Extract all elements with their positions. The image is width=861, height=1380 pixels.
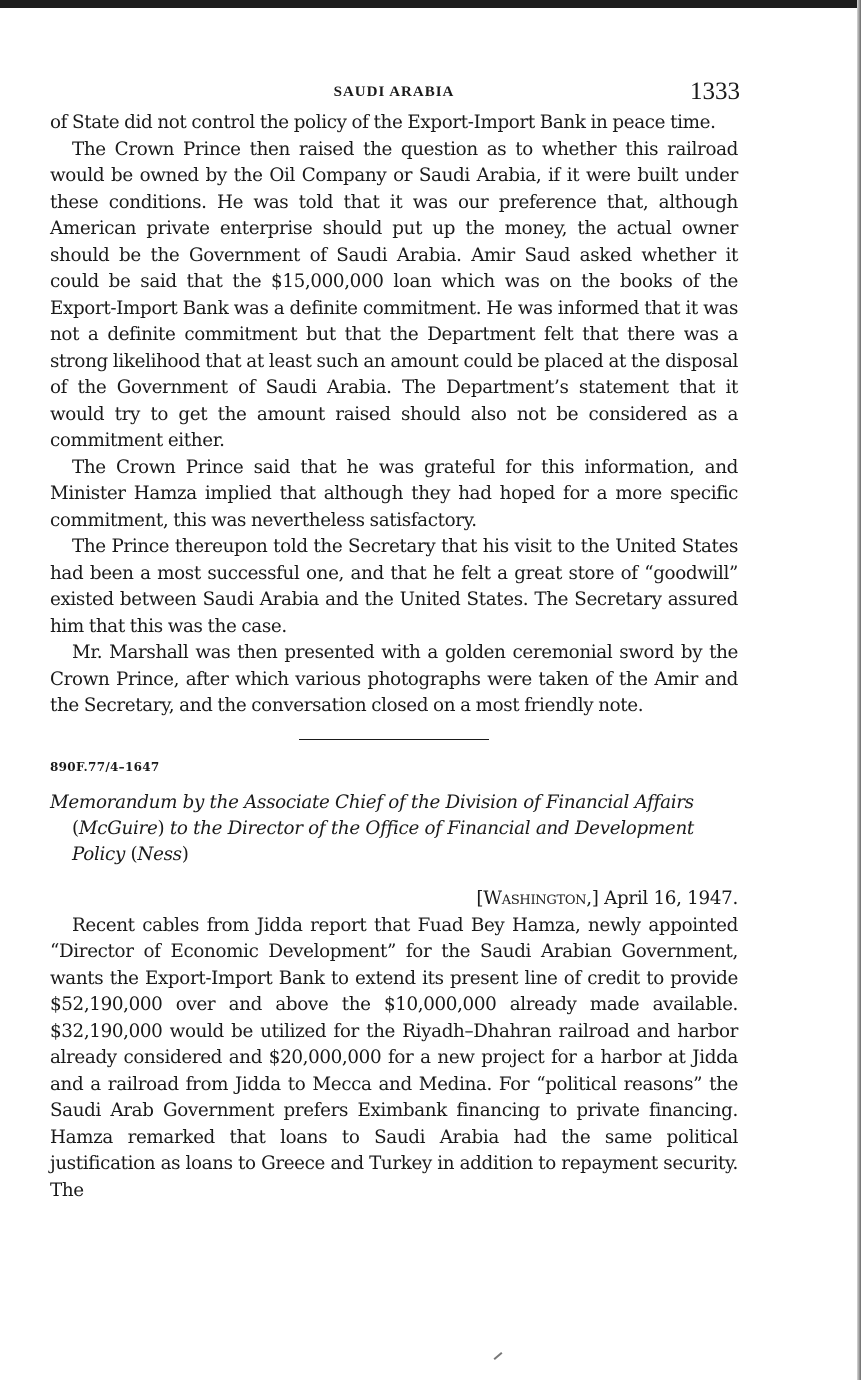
section-divider [299, 739, 489, 740]
paragraph-continuation: of State did not control the policy of the Export-Import Bank in peace time. [50, 112, 716, 133]
paragraph-crown-prince-grateful: The Crown Prince said that he was grateful for this information, and Minister Hamza implied that although they had hoped for a more specific commitment, this was nevertheless satisfactory. [50, 456, 738, 531]
paragraph-jidda-cables: Recent cables from Jidda report that Fuad Bey Hamza, newly appointed “Director of Economic Development” for the Saudi Arabian Government, wants the Export-Import Bank to extend its present line of credit to provide $52,190,000 over and above the $10,000,000 already made available. $32,190,000 would be utilized for the Riyadh–Dhahran railroad and harbor already considered and $20,000,000 for a new project for a harbor at Jidda and a railroad from Jidda to Mecca and Medina. For “political reasons” the Saudi Arab Government prefers Eximbank financing to private financing. Hamza remarked that loans to Saudi Arabia had the same political justification as loans to Greece and Turkey in addition to repayment security. The [50, 914, 738, 1201]
memo-heading-paren-open-1: ( [72, 817, 79, 839]
memo-heading [50, 790, 738, 868]
page-number: 1333 [690, 78, 740, 105]
memo-heading-name-1: McGuire [78, 817, 158, 839]
memo-heading-name-2: Ness [137, 843, 182, 865]
memo-heading-part2: to the Director of the Office of Financial and Development Policy [72, 817, 694, 865]
document-reference: 890F.77/4–1647 [50, 759, 160, 774]
memo-heading-paren-close-2: ) [181, 843, 189, 865]
page-right-edge [857, 0, 861, 1380]
running-header [50, 78, 738, 110]
dateline [50, 888, 738, 909]
continued-section [50, 110, 738, 720]
paragraph-railroad-ownership: The Crown Prince then raised the question as to whether this railroad would be owned by the Oil Company or Saudi Arabia, if it were built under these conditions. He was told that it was our preference that, although American private enterprise should put up the money, the actual owner should be the Government of Saudi Arabia. Amir Saud asked whether it could be said that the $15,000,000 loan which was on the books of the Export-Import Bank was a definite commitment. He was informed that it was not a definite commitment but that the Department felt that there was a strong likelihood that at least such an amount could be placed at the disposal of the Government of Saudi Arabia. The Department’s statement that it would try to get the amount raised should also not be considered as a commitment either. [50, 138, 738, 451]
page-top-edge [0, 0, 861, 8]
memo-heading-paren-close-1: ) [157, 817, 165, 839]
dateline-date: April 16, 1947. [598, 887, 738, 909]
book-page [50, 78, 738, 1204]
memo-body [50, 913, 738, 1205]
paragraph-ceremonial-sword: Mr. Marshall was then presented with a golden ceremonial sword by the Crown Prince, after which various photographs were taken of the Amir and the Secretary, and the conversation closed on a most friendly note. [50, 642, 738, 716]
paragraph-successful-visit: The Prince thereupon told the Secretary that his visit to the United States had been a most successful one, and that he felt a great store of “goodwill” existed between Saudi Arabia and the United States. The Secretary assured him that this was the case. [50, 536, 738, 637]
memo-heading-paren-open-2: ( [130, 843, 138, 865]
memo-heading-part1: Memorandum by the Associate Chief of the Division of Financial Affairs [50, 791, 694, 813]
running-title: SAUDI ARABIA [333, 84, 455, 100]
pen-mark [494, 1352, 503, 1360]
dateline-place: [Washington,] [476, 887, 599, 909]
